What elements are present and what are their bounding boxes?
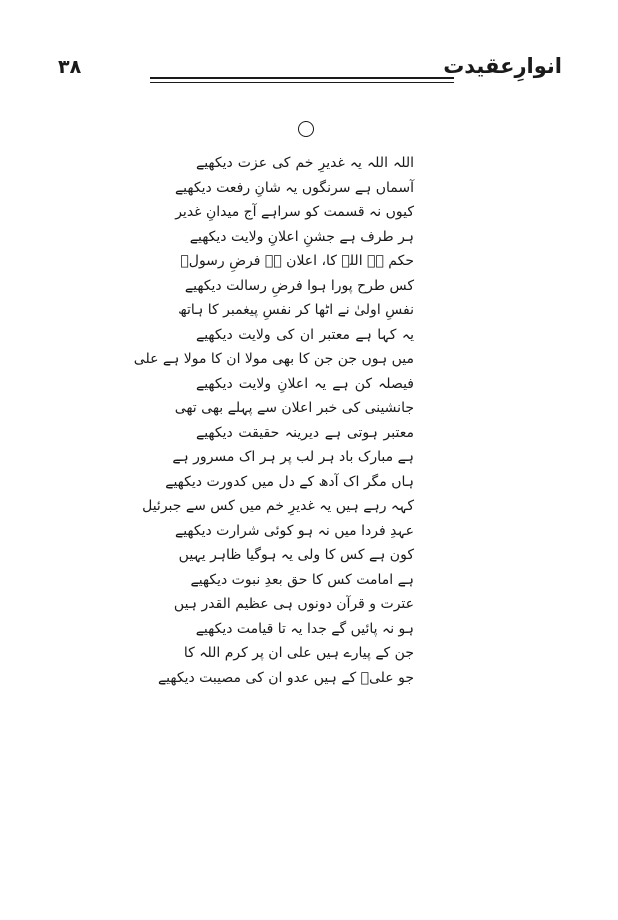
verse-line: ہر طرف ہے جشنِ اعلانِ ولایت دیکھیے <box>189 228 414 245</box>
verse-line: جانشینی کی خبر اعلان سے پہلے بھی تھی <box>174 400 414 416</box>
verse-line: نفسِ اولیٰ نے اٹھا کر نفسِ پیغمبر کا ہاتھ <box>178 302 414 318</box>
verse-line: ہے مبارک باد ہر لب پر ہر اک مسرور ہے <box>172 449 414 465</box>
verse-line: آسماں ہے سرنگوں یہ شانِ رفعت دیکھیے <box>174 179 414 196</box>
verse-line: یہ کہا ہے معتبر ان کی ولایت دیکھیے <box>196 326 414 343</box>
verse-line: جو علیؑ کے ہیں عدو ان کی مصیبت دیکھیے <box>157 669 414 686</box>
verse-line: کس طرح پورا ہوا فرضِ رسالت دیکھیے <box>184 277 414 294</box>
verse-line: عترت و قرآن دونوں ہی عظیم القدر ہیں <box>173 596 414 612</box>
verse-line: ہو نہ پائیں گے جدا یہ تا قیامت دیکھیے <box>195 620 414 637</box>
verse-line: ہے امامت کس کا حق بعدِ نبوت دیکھیے <box>190 571 414 588</box>
verse-line: اللہ اللہ یہ غدیرِ خم کی عزت دیکھیے <box>196 155 414 171</box>
verse-line: فیصلہ کن ہے یہ اعلانِ ولایت دیکھیے <box>196 375 414 392</box>
header-rule-top <box>150 77 454 79</box>
page-number: ۳۸ <box>58 56 82 78</box>
verse-line: معتبر ہوتی ہے دیرینہ حقیقت دیکھیے <box>196 424 414 441</box>
book-title: انوارِعقیدت <box>443 54 562 78</box>
verse-line: عہدِ فردا میں نہ ہو کوئی شرارت دیکھیے <box>174 522 414 539</box>
verse-line: جن کے پیارے ہیں علی ان پر کرم اللہ کا <box>183 645 414 661</box>
verse-line: کون ہے کس کا ولی یہ ہوگیا ظاہر یہیں <box>178 547 414 563</box>
verse-line: ہاں مگر اک آدھ کے دل میں کدورت دیکھیے <box>165 473 414 490</box>
verse-line: کیوں نہ قسمت کو سراہے آج میدانِ غدیر <box>175 204 414 220</box>
header-rule-bottom <box>150 82 454 83</box>
verse-line: میں ہوں جن جن کا بھی مولا ان کا مولا ہے علی <box>133 351 414 367</box>
verse-line: کہہ رہے ہیں یہ غدیرِ خم میں کس سے جبرئیل <box>142 498 414 514</box>
circle-ornament-icon <box>298 121 314 137</box>
verse-line: حکم ہے اللہ کا، اعلان ہے فرضِ رسولؐ <box>180 253 414 269</box>
poem <box>133 151 414 690</box>
